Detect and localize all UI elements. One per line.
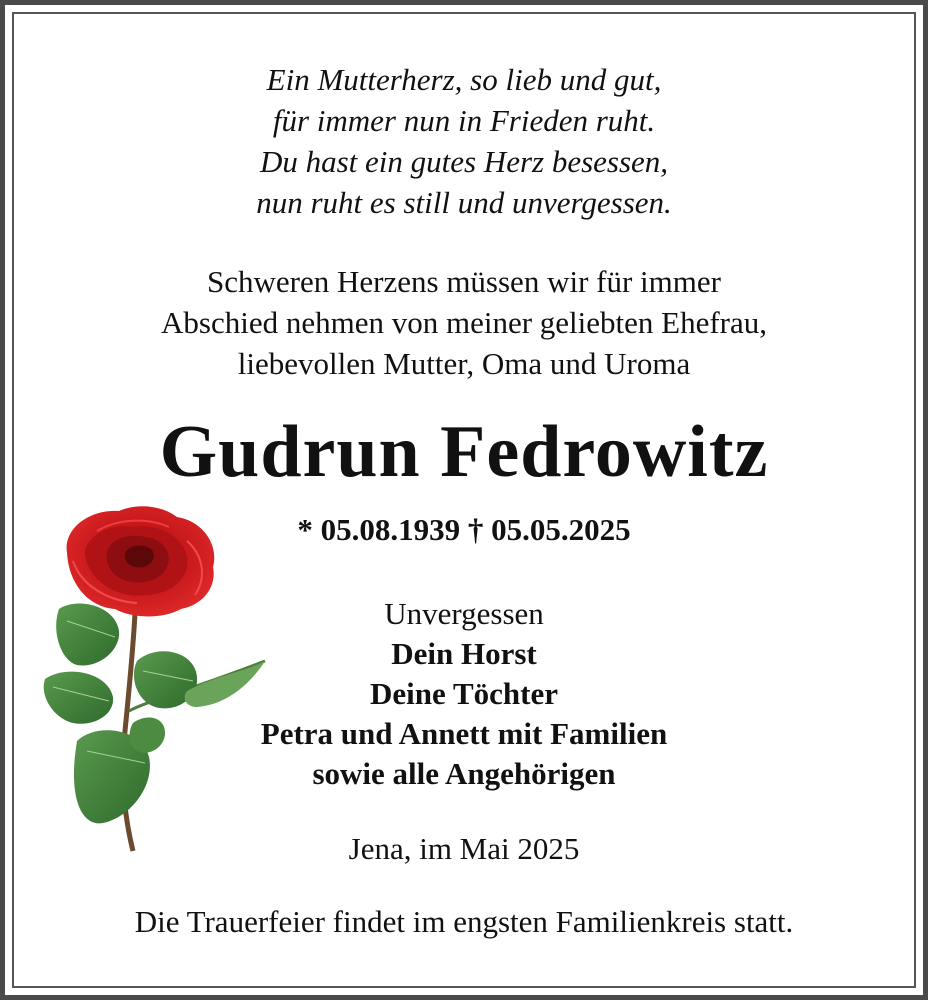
memorial-poem	[5, 59, 923, 223]
poem-line: Ein Mutterherz, so lieb und gut,	[266, 62, 662, 97]
place-and-date: Jena, im Mai 2025	[348, 831, 580, 866]
signoff-intro: Unvergessen	[384, 596, 544, 631]
obituary-notice	[5, 5, 923, 995]
mourner-line: Dein Horst	[391, 636, 537, 671]
poem-line: nun ruht es still und unvergessen.	[256, 185, 672, 220]
mourner-line: sowie alle Angehörigen	[312, 756, 616, 791]
life-dates: * 05.08.1939 † 05.05.2025	[297, 512, 631, 547]
funeral-note: Die Trauerfeier findet im engsten Familienkreis statt.	[134, 904, 794, 939]
mourner-line: Deine Töchter	[370, 676, 558, 711]
announcement-line: Schweren Herzens müssen wir für immer	[207, 264, 721, 299]
red-rose-icon	[37, 501, 269, 857]
deceased-name: Gudrun Fedrowitz	[159, 411, 769, 493]
poem-line: für immer nun in Frieden ruht.	[272, 103, 656, 138]
announcement-line: Abschied nehmen von meiner geliebten Ehefrau,	[161, 305, 767, 340]
mourner-line: Petra und Annett mit Familien	[260, 716, 668, 751]
poem-line: Du hast ein gutes Herz besessen,	[259, 144, 669, 179]
announcement-line: liebevollen Mutter, Oma und Uroma	[237, 346, 691, 381]
announcement-text	[5, 261, 923, 384]
